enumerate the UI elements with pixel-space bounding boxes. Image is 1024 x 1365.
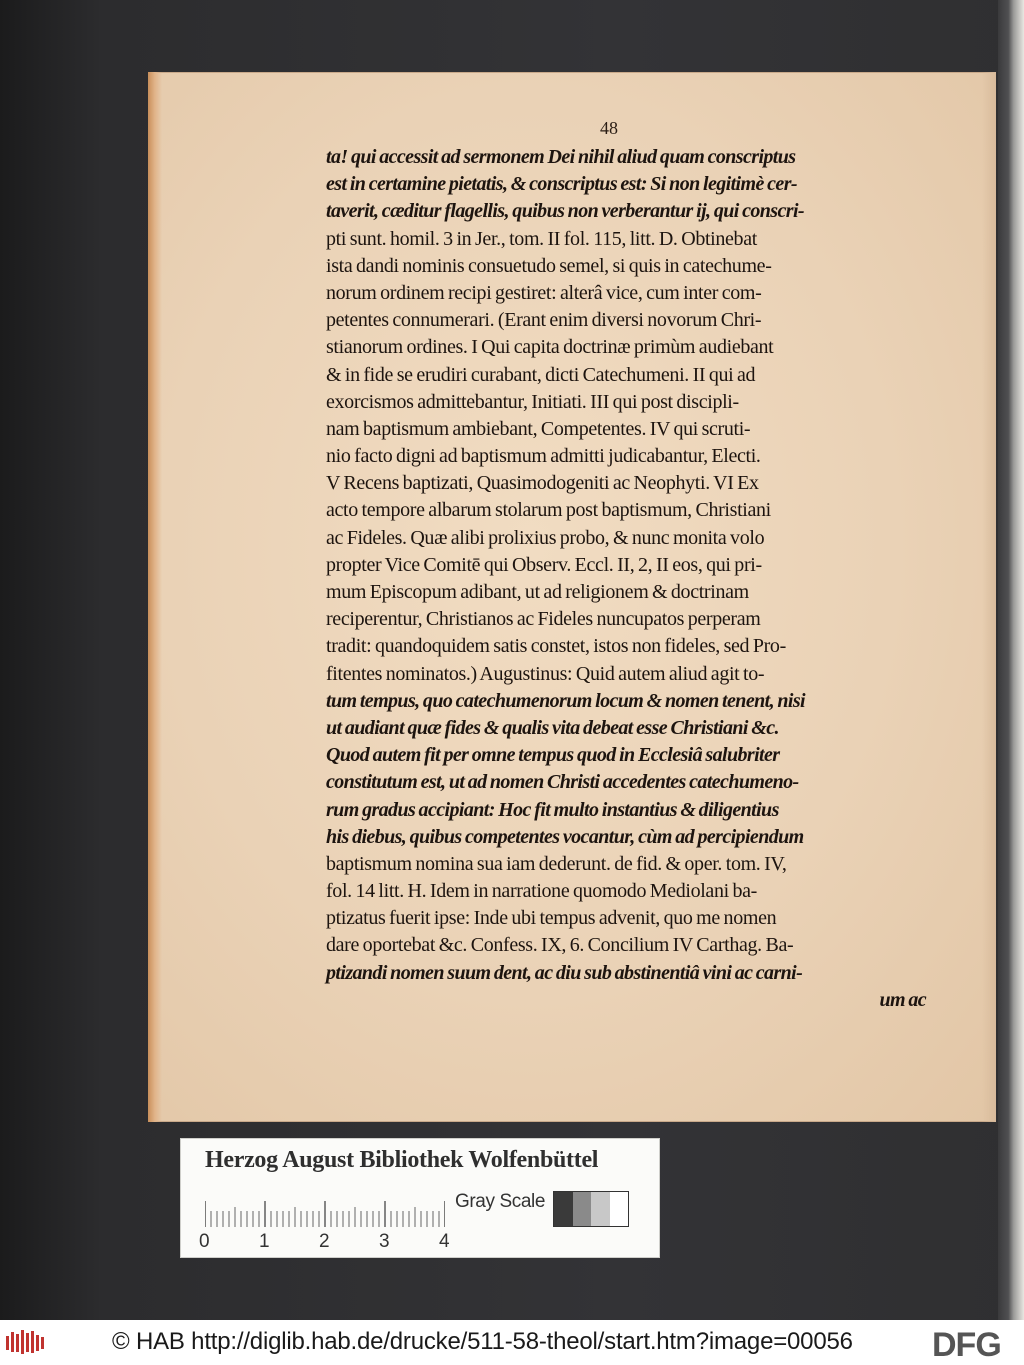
text-line: fol. 14 litt. H. Idem in narratione quomodo Mediolani ba- [326,880,757,903]
text-line: ut audiant quæ fides & qualis vita debeat esse Christiani &c. [326,716,779,739]
text-line: taverit, cæditur flagellis, quibus non verberantur ij, qui conscri- [326,200,804,223]
text-line: V Recens baptizati, Quasimodogeniti ac Neophyti. VI Ex [326,472,759,495]
ruler-number: 3 [379,1231,390,1252]
text-line: rum gradus accipiant: Hoc fit multo instantius & diligentius [326,798,779,821]
ruler-number: 4 [439,1231,450,1252]
ruler-number: 2 [319,1231,330,1252]
footer-credit [112,1328,853,1356]
text-line: constitutum est, ut ad nomen Christi accedentes catechumeno- [326,771,799,794]
text-line: nio facto digni ad baptismum admitti judicabantur, Electi. [326,445,761,468]
library-scale-card [180,1138,660,1258]
copyright-text: © HAB [112,1328,185,1355]
text-line: fitentes nominatos.) Augustinus: Quid autem aliud agit to- [326,662,765,685]
text-line: exorcismos admittebantur, Initiati. III qui post discipli- [326,390,739,413]
text-line: ista dandi nominis consuetudo semel, si quis in catechume- [326,254,772,277]
text-line: Quod autem fit per omne tempus quod in Ecclesiâ salubriter [326,744,780,767]
text-line: baptismum nomina sua iam dederunt. de fid. & oper. tom. IV, [326,852,787,875]
text-line: reciperentur, Christianos ac Fideles nuncupatos perperam [326,608,761,631]
text-line: petentes connumerari. (Erant enim diversi novorum Chri- [326,309,762,332]
ruler-icon [205,1197,445,1229]
text-line: acto tempore albarum stolarum post baptismum, Christiani [326,499,771,522]
text-line: ptizatus fuerit ipse: Inde ubi tempus advenit, quo me nomen [326,907,777,930]
ruler-number: 0 [199,1231,210,1252]
text-line: dare oportebat &c. Confess. IX, 6. Concilium IV Carthag. Ba- [326,934,794,957]
page-text [326,144,926,1014]
page-leaf-right-edge [982,72,996,1122]
source-link[interactable]: http://diglib.hab.de/drucke/511-58-theol/start.htm?image=00056 [191,1328,853,1355]
gray-scale-label: Gray Scale [455,1191,545,1212]
page-leaf-left-edge [148,72,162,1122]
text-line: nam baptismum ambiebant, Competentes. IV qui scruti- [326,417,751,440]
book-binding-edge [998,0,1024,1320]
text-line: tradit: quandoquidem satis constet, istos non fideles, sed Pro- [326,635,786,658]
gray-swatch [554,1192,573,1226]
dfg-logo-icon [930,1326,1018,1360]
barcode-logo-icon [6,1328,46,1356]
text-line: pti sunt. homil. 3 in Jer., tom. II fol. 115, litt. D. Obtinebat [326,227,757,250]
footer-bar [0,1320,1024,1365]
text-line: ta! qui accessit ad sermonem Dei nihil aliud quam conscriptus [326,146,796,168]
text-line: ptizandi nomen suum dent, ac diu sub abstinentiâ vini ac carni- [326,961,803,984]
text-line: stianorum ordines. I Qui capita doctrinæ primùm audiebant [326,336,774,359]
text-line: tum tempus, quo catechumenorum locum & nomen tenent, nisi [326,689,805,712]
text-line: est in certamine pietatis, & conscriptus est: Si non legitimè cer- [326,173,797,196]
text-line: um ac [879,988,926,1011]
text-line: his diebus, quibus competentes vocantur, cùm ad percipiendum [326,825,804,848]
text-line: propter Vice Comitē qui Observ. Eccl. II, 2, II eos, qui pri- [326,553,762,576]
page-number: 48 [600,118,618,138]
text-line: mum Episcopum adibant, ut ad religionem & doctrinam [326,581,749,603]
text-line: ac Fideles. Quæ alibi prolixius probo, & nunc monita volo [326,526,765,549]
gray-swatch [610,1192,629,1226]
ruler-number: 1 [259,1231,270,1252]
text-line: norum ordinem recipi gestiret: alterâ vice, cum inter com- [326,281,762,304]
library-name: Herzog August Bibliothek Wolfenbüttel [205,1147,599,1173]
ruler-numbers [199,1231,459,1253]
gray-swatch [573,1192,592,1226]
text-line: & in fide se erudiri curabant, dicti Catechumeni. II qui ad [326,363,756,386]
dfg-logo-text: DFG [932,1326,1001,1360]
gray-swatch [591,1192,610,1226]
gray-scale-swatches [553,1191,629,1227]
